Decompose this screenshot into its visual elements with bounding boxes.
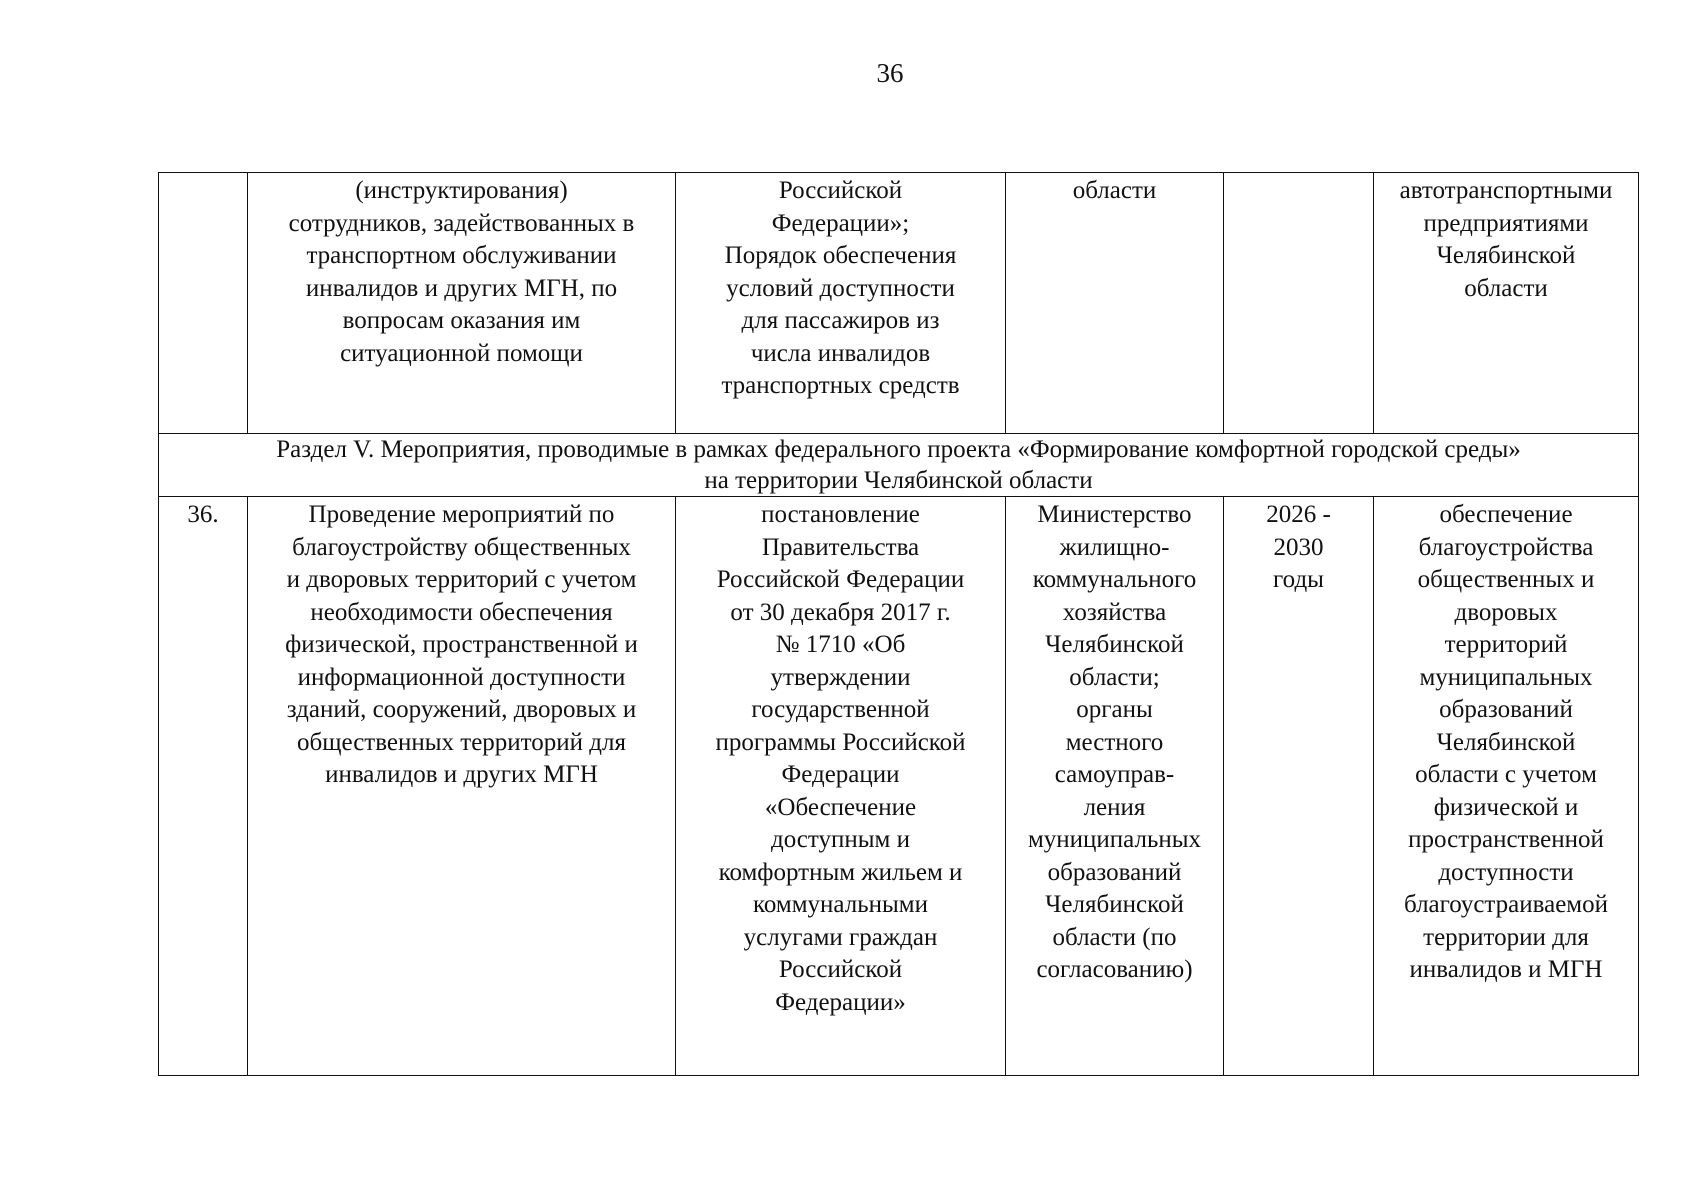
table-row (159, 173, 1639, 434)
cell-basis: Российской Федерации»; Порядок обеспечения условий доступности для пассажиров из числа инвалидов транспортных средств (676, 173, 1006, 434)
cell-term: 2026 - 2030 годы (1224, 497, 1374, 1076)
section-header: Раздел V. Мероприятия, проводимые в рамках федерального проекта «Формирование комфортной городской среды» на территории Челябинской области (159, 434, 1639, 497)
cell-number: 36. (159, 497, 248, 1076)
cell-basis: постановление Правительства Российской Федерации от 30 декабря 2017 г. № 1710 «Об утверждении государственной программы Российской Федерации «Обеспечение доступным и комфортным жильем и коммунальными услугами граждан Российской Федерации» (676, 497, 1006, 1076)
cell-term (1224, 173, 1374, 434)
cell-number (159, 173, 248, 434)
cell-event: Проведение мероприятий по благоустройству общественных и дворовых территорий с учетом необходимости обеспечения физической, пространственной и информационной доступности зданий, сооружений, дворовых и общественных территорий для инвалидов и других МГН (248, 497, 676, 1076)
page-number: 36 (876, 58, 904, 88)
cell-result: обеспечение благоустройства общественных и дворовых территорий муниципальных образований Челябинской области с учетом физической и пространственной доступности благоустраиваемой территории для инвалидов и МГН (1374, 497, 1639, 1076)
table-row (159, 497, 1639, 1076)
cell-responsible: Министерство жилищно- коммунального хозяйства Челябинской области; органы местного самоуправ- ления муниципальных образований Челябинской области (по согласованию) (1006, 497, 1224, 1076)
measures-table (158, 172, 1639, 1076)
cell-result: автотранспортными предприятиями Челябинской области (1374, 173, 1639, 434)
cell-event: (инструктирования) сотрудников, задействованных в транспортном обслуживании инвалидов и других МГН, по вопросам оказания им ситуационной помощи (248, 173, 676, 434)
section-header-row (159, 434, 1639, 497)
cell-responsible: области (1006, 173, 1224, 434)
